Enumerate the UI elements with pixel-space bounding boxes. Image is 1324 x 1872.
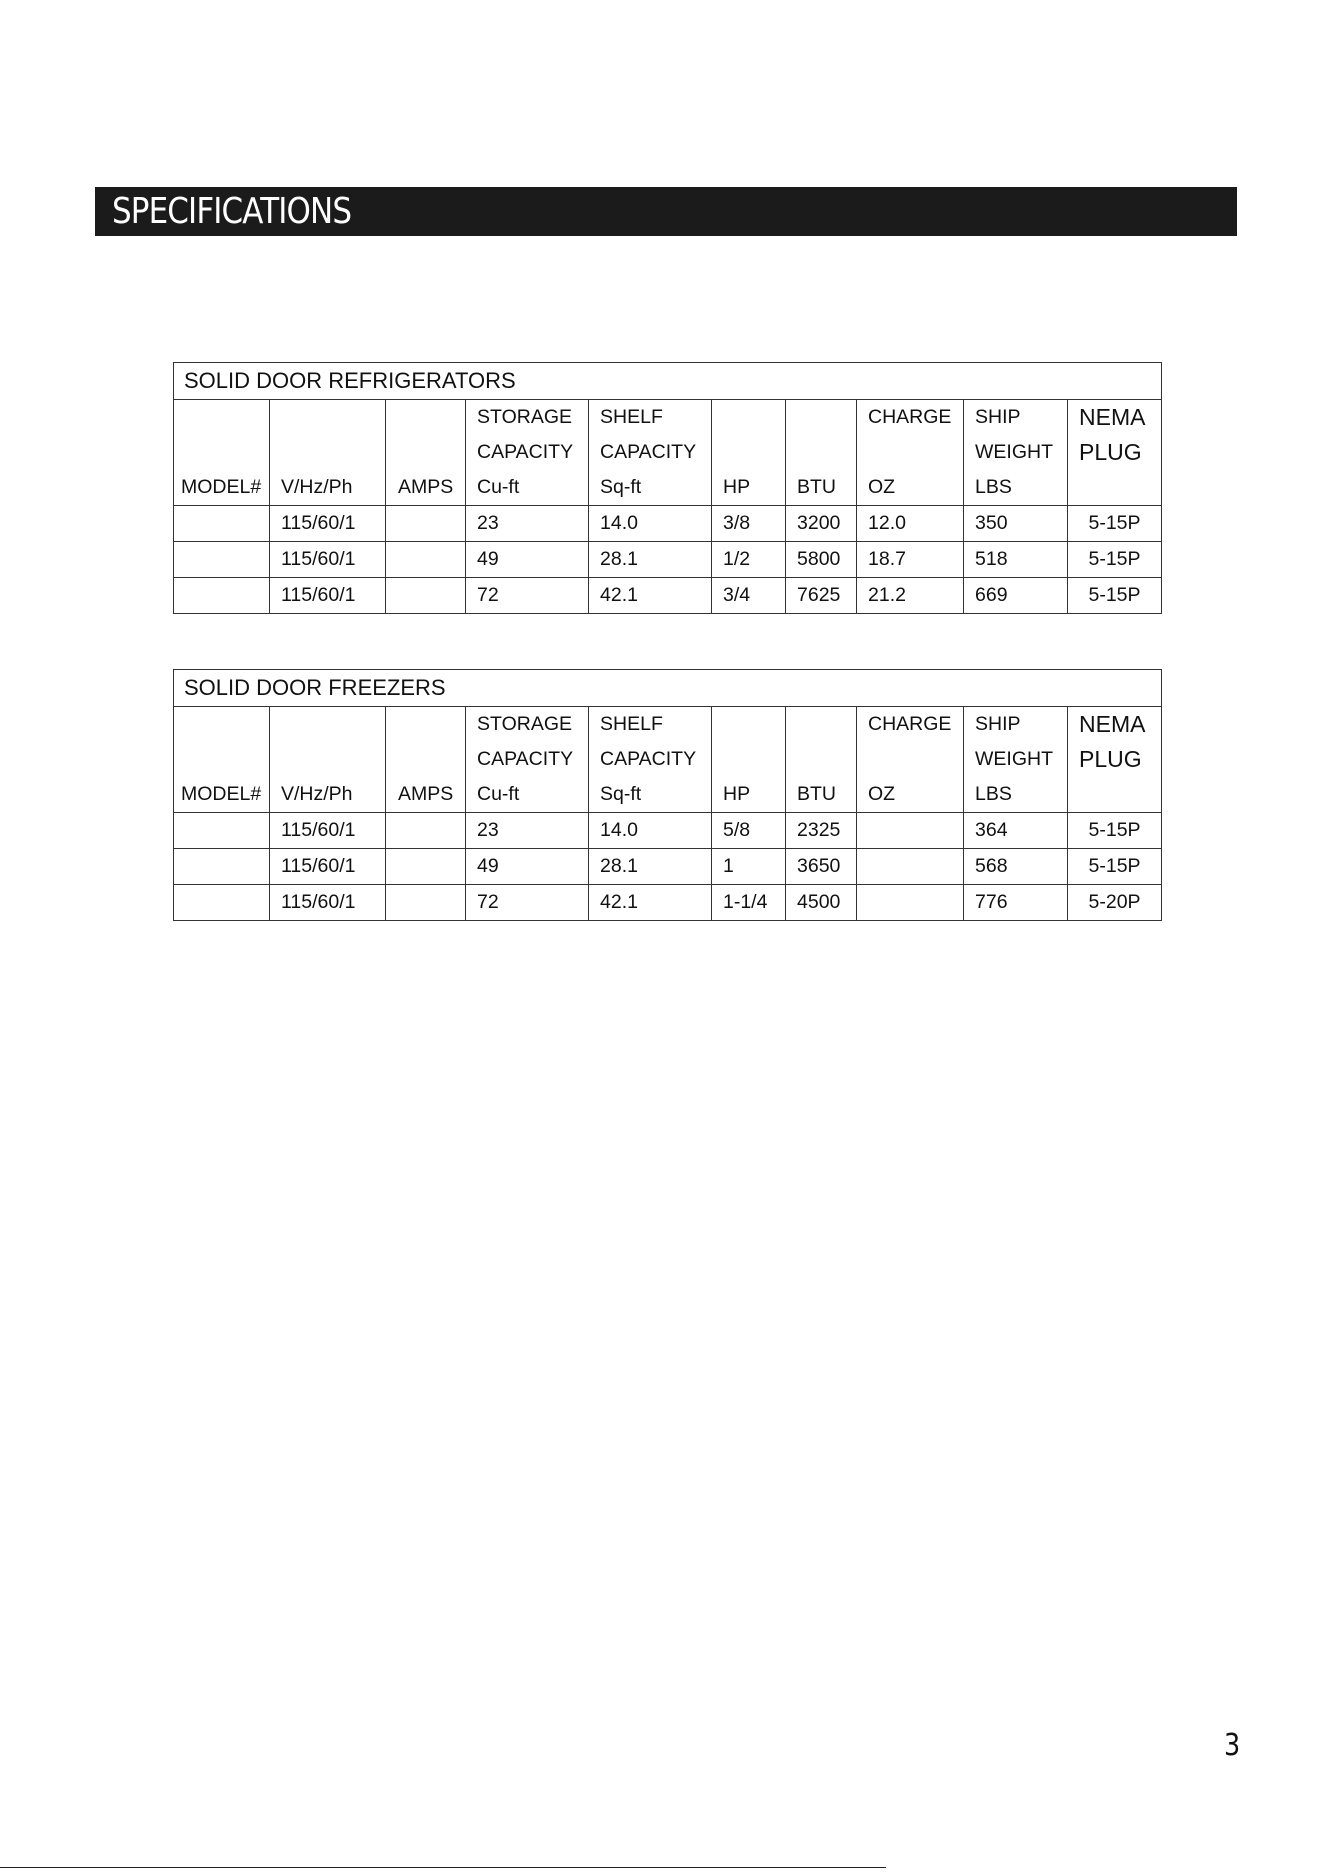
column-header-btu (786, 707, 857, 813)
column-header-line: CAPACITY (477, 441, 574, 463)
column-header-line: CAPACITY (600, 748, 697, 770)
column-header-charge (857, 707, 964, 813)
column-header-line: AMPS (398, 783, 454, 805)
cell-storage: 49 (466, 849, 589, 885)
column-header-weight (964, 707, 1068, 813)
column-header-line (723, 707, 785, 742)
table-caption: SOLID DOOR REFRIGERATORS (174, 363, 1162, 400)
cell-model (174, 542, 270, 578)
column-header-line: Cu-ft (477, 783, 520, 805)
column-header-line (398, 400, 465, 435)
column-header-model (174, 400, 270, 506)
column-header-vhzph (270, 707, 386, 813)
column-header-line: LBS (975, 783, 1012, 805)
column-header-line (181, 707, 269, 742)
table-header-row (174, 707, 1162, 813)
column-header-line: SHELF (600, 713, 663, 735)
column-header-line: NEMA (1079, 711, 1146, 737)
table-row (174, 813, 1162, 849)
column-header-line: CHARGE (868, 406, 952, 428)
column-header-line: STORAGE (477, 713, 572, 735)
column-header-line: OZ (868, 476, 896, 498)
cell-storage: 72 (466, 885, 589, 921)
column-header-line: OZ (868, 783, 896, 805)
cell-model (174, 813, 270, 849)
cell-hp: 1/2 (712, 542, 786, 578)
column-header-line (1079, 777, 1161, 812)
column-header-amps (386, 707, 466, 813)
column-header-line: PLUG (1079, 439, 1142, 465)
column-header-line: MODEL# (181, 783, 262, 805)
cell-vhzph: 115/60/1 (270, 885, 386, 921)
cell-storage: 49 (466, 542, 589, 578)
column-header-line (797, 400, 856, 435)
column-header-line (281, 742, 385, 777)
cell-charge (857, 885, 964, 921)
cell-storage: 72 (466, 578, 589, 614)
table-row (174, 885, 1162, 921)
column-header-charge (857, 400, 964, 506)
page-number: 3 (1224, 1728, 1241, 1763)
column-header-line (1079, 470, 1161, 505)
refrigerators-spec-table (173, 362, 1162, 614)
column-header-line: Cu-ft (477, 476, 520, 498)
column-header-shelf (589, 707, 712, 813)
cell-charge: 18.7 (857, 542, 964, 578)
cell-charge: 12.0 (857, 506, 964, 542)
cell-vhzph: 115/60/1 (270, 506, 386, 542)
cell-model (174, 885, 270, 921)
cell-btu: 4500 (786, 885, 857, 921)
cell-amps (386, 506, 466, 542)
table-caption-row (174, 670, 1162, 707)
column-header-shelf (589, 400, 712, 506)
column-header-line: SHIP (975, 713, 1021, 735)
table-caption-row (174, 363, 1162, 400)
column-header-amps (386, 400, 466, 506)
cell-btu: 7625 (786, 578, 857, 614)
cell-model (174, 849, 270, 885)
cell-shelf: 42.1 (589, 578, 712, 614)
column-header-line (723, 435, 785, 470)
cell-hp: 3/4 (712, 578, 786, 614)
column-header-vhzph (270, 400, 386, 506)
column-header-line: CHARGE (868, 713, 952, 735)
cell-amps (386, 885, 466, 921)
column-header-nema (1068, 707, 1162, 813)
column-header-line: CAPACITY (600, 441, 697, 463)
cell-weight: 568 (964, 849, 1068, 885)
column-header-line: Sq-ft (600, 783, 642, 805)
table-header-row (174, 400, 1162, 506)
cell-shelf: 14.0 (589, 813, 712, 849)
cell-hp: 3/8 (712, 506, 786, 542)
cell-nema: 5-15P (1068, 578, 1162, 614)
column-header-line: AMPS (398, 476, 454, 498)
cell-weight: 350 (964, 506, 1068, 542)
column-header-line (797, 707, 856, 742)
cell-vhzph: 115/60/1 (270, 813, 386, 849)
column-header-line: V/Hz/Ph (281, 476, 353, 498)
column-header-line (398, 435, 465, 470)
cell-nema: 5-15P (1068, 506, 1162, 542)
column-header-nema (1068, 400, 1162, 506)
column-header-line: CAPACITY (477, 748, 574, 770)
column-header-line: BTU (797, 476, 836, 498)
cell-amps (386, 578, 466, 614)
freezers-spec-table (173, 669, 1162, 921)
cell-vhzph: 115/60/1 (270, 542, 386, 578)
cell-model (174, 578, 270, 614)
column-header-line (398, 742, 465, 777)
column-header-line: LBS (975, 476, 1012, 498)
column-header-line (281, 435, 385, 470)
footer-rule (0, 1867, 886, 1868)
column-header-weight (964, 400, 1068, 506)
cell-shelf: 28.1 (589, 849, 712, 885)
cell-weight: 364 (964, 813, 1068, 849)
column-header-line (281, 400, 385, 435)
section-title: SPECIFICATIONS (112, 191, 352, 232)
cell-storage: 23 (466, 506, 589, 542)
cell-amps (386, 542, 466, 578)
column-header-line: WEIGHT (975, 441, 1053, 463)
column-header-line: SHIP (975, 406, 1021, 428)
column-header-line: SHELF (600, 406, 663, 428)
column-header-line (181, 742, 269, 777)
column-header-hp (712, 707, 786, 813)
cell-nema: 5-15P (1068, 813, 1162, 849)
column-header-line: WEIGHT (975, 748, 1053, 770)
cell-vhzph: 115/60/1 (270, 578, 386, 614)
cell-charge (857, 813, 964, 849)
column-header-line: V/Hz/Ph (281, 783, 353, 805)
column-header-model (174, 707, 270, 813)
cell-hp: 1-1/4 (712, 885, 786, 921)
column-header-line (797, 435, 856, 470)
table-row (174, 542, 1162, 578)
column-header-line (398, 707, 465, 742)
column-header-btu (786, 400, 857, 506)
cell-storage: 23 (466, 813, 589, 849)
column-header-line: HP (723, 476, 751, 498)
cell-weight: 776 (964, 885, 1068, 921)
column-header-line: Sq-ft (600, 476, 642, 498)
section-header-bar (95, 187, 1237, 236)
cell-vhzph: 115/60/1 (270, 849, 386, 885)
cell-shelf: 28.1 (589, 542, 712, 578)
cell-nema: 5-20P (1068, 885, 1162, 921)
cell-btu: 5800 (786, 542, 857, 578)
column-header-line (868, 435, 963, 470)
cell-model (174, 506, 270, 542)
column-header-line (868, 742, 963, 777)
column-header-storage (466, 707, 589, 813)
table-row (174, 578, 1162, 614)
column-header-storage (466, 400, 589, 506)
column-header-line: PLUG (1079, 746, 1142, 772)
column-header-line (797, 742, 856, 777)
column-header-line: NEMA (1079, 404, 1146, 430)
cell-shelf: 14.0 (589, 506, 712, 542)
table-caption: SOLID DOOR FREEZERS (174, 670, 1162, 707)
cell-weight: 518 (964, 542, 1068, 578)
cell-hp: 5/8 (712, 813, 786, 849)
cell-btu: 3650 (786, 849, 857, 885)
cell-amps (386, 849, 466, 885)
column-header-hp (712, 400, 786, 506)
cell-nema: 5-15P (1068, 849, 1162, 885)
cell-charge (857, 849, 964, 885)
cell-shelf: 42.1 (589, 885, 712, 921)
column-header-line (181, 435, 269, 470)
column-header-line: BTU (797, 783, 836, 805)
column-header-line: MODEL# (181, 476, 262, 498)
column-header-line (281, 707, 385, 742)
cell-weight: 669 (964, 578, 1068, 614)
column-header-line (723, 742, 785, 777)
cell-btu: 3200 (786, 506, 857, 542)
column-header-line: STORAGE (477, 406, 572, 428)
column-header-line (723, 400, 785, 435)
cell-amps (386, 813, 466, 849)
cell-charge: 21.2 (857, 578, 964, 614)
column-header-line (181, 400, 269, 435)
cell-nema: 5-15P (1068, 542, 1162, 578)
cell-hp: 1 (712, 849, 786, 885)
table-row (174, 849, 1162, 885)
table-row (174, 506, 1162, 542)
column-header-line: HP (723, 783, 751, 805)
cell-btu: 2325 (786, 813, 857, 849)
